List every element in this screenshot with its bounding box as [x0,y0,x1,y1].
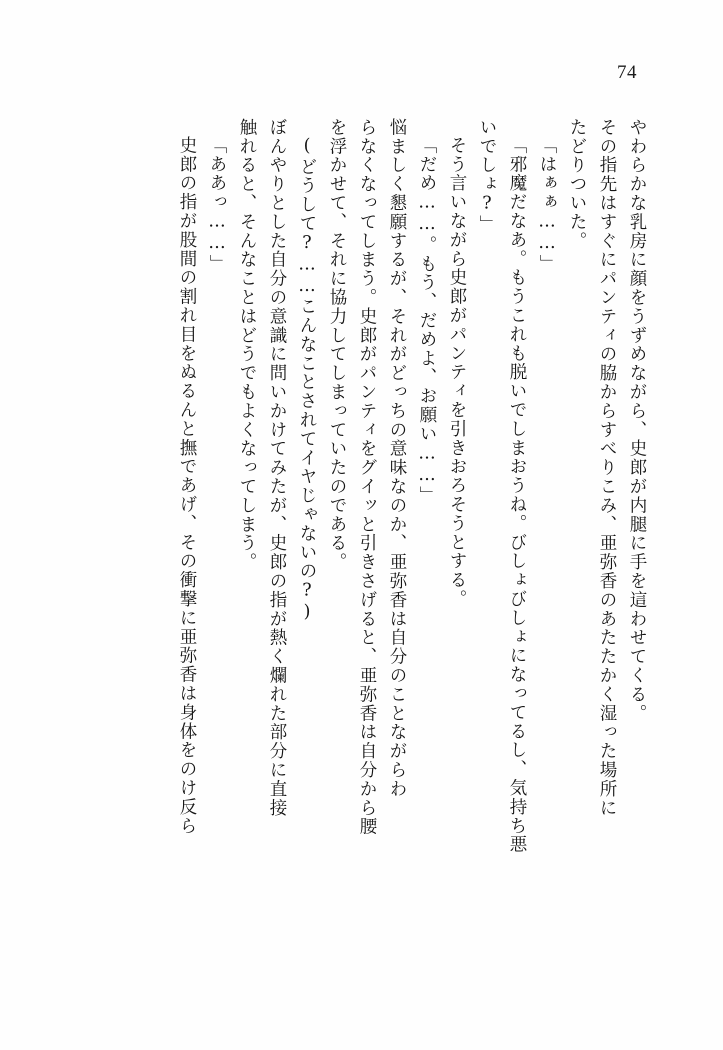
text-line: 悩ましく懇願するが、それがどっちの意味なのか、亜弥香は自分のことながらわ [387,118,407,799]
text-line: 「ああっ……」 [207,136,227,274]
text-line: その指先はすぐにパンティの脇からすべりこみ、亜弥香のあたたかく湿った場所に [597,118,617,818]
text-line: 触れると、そんなことはどうでもよくなってしまう。 [237,118,257,572]
text-line: を浮かせて、それに協力してしまっていたのである。 [327,118,347,572]
text-line: たどりついた。 [567,118,587,251]
page-number: 74 [617,62,637,83]
text-line: 「邪魔だなあ。もうこれも脱いでしまおうね。びしょびしょになってるし、気持ち悪 [507,136,527,855]
text-line: やわらかな乳房に顔をうずめながら、史郎が内腿に手を這わせてくる。 [627,118,647,723]
text-line: 「はぁぁ……」 [537,136,557,274]
text-line: (どうして?……こんなことされてイヤじゃないの?) [297,136,317,624]
text-line: いでしょ?」 [477,118,497,234]
text-line: ぼんやりとした自分の意識に問いかけてみたが、史郎の指が熱く爛れた部分に直接 [267,118,287,818]
text-line: 「だめ……。もう、だめよ、お願い……」 [417,136,437,506]
vertical-text-body [78,118,645,998]
text-line: 史郎の指が股間の割れ目をぬるんと撫であげ、その衝撃に亜弥香は身体をのけ反ら [177,136,197,836]
text-line: らなくなってしまう。史郎がパンティをグイッと引きさげると、亜弥香は自分から腰 [357,118,377,837]
text-line: そう言いながら史郎がパンティを引きおろそうとする。 [447,136,467,609]
